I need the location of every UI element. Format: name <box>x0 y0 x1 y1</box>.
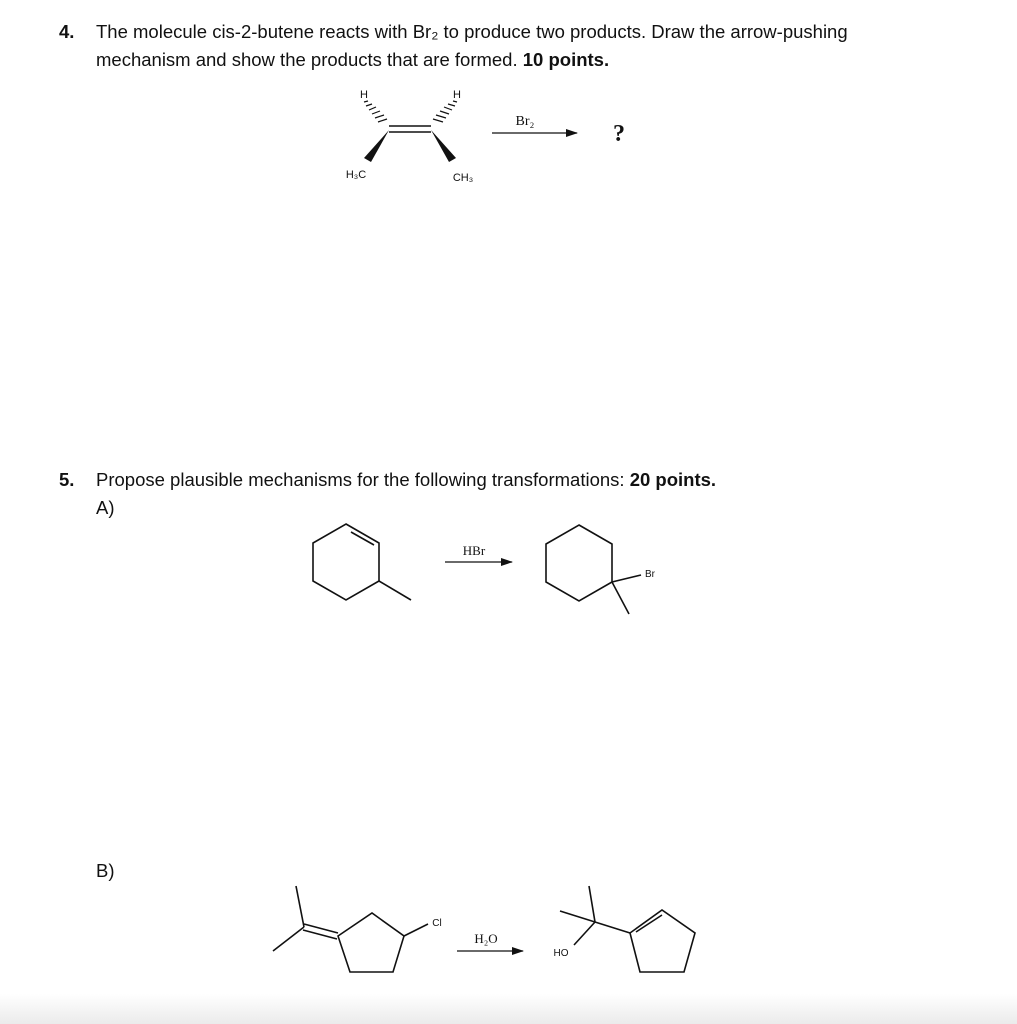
page-edge-shadow <box>0 994 1017 1024</box>
chloro-alkylidene-cyclopentane-structure <box>273 886 428 972</box>
atom-cl: Cl <box>432 918 442 929</box>
question-4-points: 10 points. <box>522 49 610 70</box>
group-ch3-left: H₃C <box>345 169 367 181</box>
unknown-product: ? <box>613 121 625 147</box>
question-5-number: 5. <box>59 469 75 490</box>
group-ho: HO <box>553 948 569 959</box>
wedge-bond-left <box>364 130 389 162</box>
hashed-bond-right <box>433 101 457 122</box>
1-methylcyclohexene-structure <box>313 524 411 600</box>
group-ch3-right: CH₃ <box>452 172 474 184</box>
cis-2-butene-structure <box>364 101 457 162</box>
atom-h-left: H <box>360 89 368 101</box>
question-4-number: 4. <box>59 21 75 42</box>
wedge-bond-right <box>431 130 456 162</box>
atom-br: Br <box>645 569 655 580</box>
question-4-line2-plain: mechanism and show the products that are formed. <box>96 49 523 70</box>
alkyl-cyclopentene-alcohol-structure <box>560 886 695 972</box>
hashed-bond-left <box>364 101 387 122</box>
part-b-label: B) <box>96 860 115 881</box>
atom-h-right: H <box>453 89 461 101</box>
reagent-hbr: HBr <box>462 543 486 558</box>
question-5-plain: Propose plausible mechanisms for the following transformations: <box>96 469 630 490</box>
part-a-label: A) <box>96 497 115 518</box>
question-5-points: 20 points. <box>629 469 717 490</box>
1-bromo-1-methylcyclohexane-structure <box>546 525 641 614</box>
question-4-line1: The molecule cis-2-butene reacts with Br₂ to produce two products. Draw the arrow-pushing <box>96 21 848 42</box>
reagent-br2: Br₂ <box>515 114 535 129</box>
reagent-h2o: H₂O <box>474 931 498 946</box>
